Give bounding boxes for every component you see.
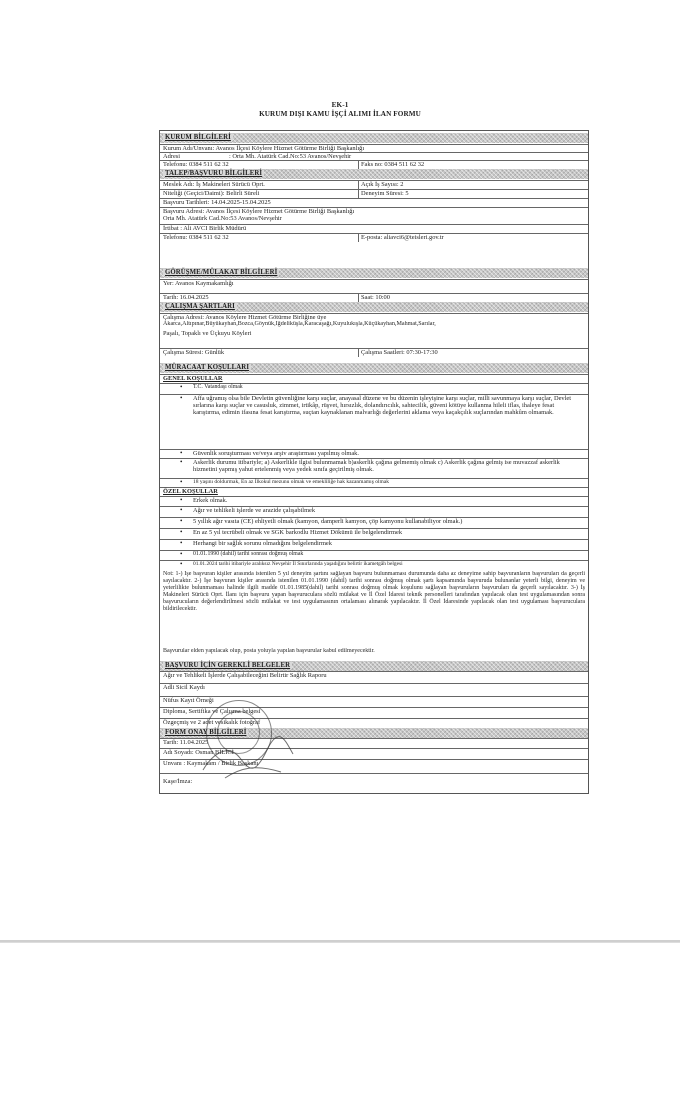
special-condition-item: • 5 yıllık ağır vasıta (CE) ehliyetli olmak (kamyon, damperli kamyon, çöp kamyonu kullanabiliyor olmak.) xyxy=(160,517,588,526)
general-condition-item: • Güvenlik soruşturması ve/veya arşiv araştırması yapılmış olmak. xyxy=(160,449,588,457)
institution-address-row xyxy=(160,152,588,160)
section-form-approval: FORM ONAY BİLGİLERİ xyxy=(160,728,588,738)
working-address-3: Paşalı, Topaklı ve Üçkuyu Köyleri xyxy=(163,330,252,337)
in-person-notice: Başvurular elden yapılacak olup, posta yoluyla yapılan başvurular kabul edilmeyecektir. xyxy=(163,648,375,654)
special-condition-item: • Ağır ve tehlikeli işlerde ve arazide çalışabilmek xyxy=(160,506,588,515)
experience-period: Deneyim Süresi: 5 xyxy=(358,189,588,198)
working-duration: Çalışma Süresi: Günlük xyxy=(160,348,358,357)
application-address-2: Orta Mh. Atatürk Cad.No:53 Avanos/Nevşehir xyxy=(163,215,282,222)
working-address-1: Çalışma Adresi: Avanos Köylere Hizmet Götürme Birliğine üye xyxy=(160,313,588,321)
special-condition-item: • 01.01.1990 (dahil) tarihi sonrası doğmuş olmak xyxy=(160,550,588,559)
section-working-conditions: ÇALIŞMA ŞARTLARI xyxy=(160,302,588,312)
form-title: KURUM DIŞI KAMU İŞÇİ ALIMI İLAN FORMU xyxy=(259,110,421,118)
vacancy-count: Açık İş Sayısı: 2 xyxy=(358,180,588,189)
special-conditions-title: ÖZEL KOŞULLAR xyxy=(160,487,588,495)
approval-date: Tarih: 11.04.2025 xyxy=(160,738,588,747)
document-item: Diploma, Sertifika ve Çalışma belgesi xyxy=(160,707,588,716)
approval-title: Unvanı : Kaymakam / Birlik Başkanı xyxy=(160,759,588,768)
working-address-2: Akarca,Altıpınar,Büyükayhan,Bozca,Göynük,İğdeliküşla,Karacaşağı,Kuyulukışla,Küçükayhan,Mahmat,Sarılar, xyxy=(163,321,436,327)
job-nature: Niteliği (Geçici/Daimi): Belirli Süreli xyxy=(160,189,358,198)
interview-date: Tarih: 16.04.2025 xyxy=(160,293,358,302)
institution-phone: Telefonu: 0384 511 62 32 xyxy=(160,160,358,169)
announcement-form xyxy=(159,130,589,794)
application-address-1: Başvuru Adresi: Avanos İlçesi Köylere Hizmet Götürme Birliği Başkanlığı xyxy=(160,207,588,215)
institution-address-label: Adresi xyxy=(163,153,181,160)
document-item: Nüfus Kayıt Örneği xyxy=(160,696,588,705)
special-condition-item: • Herhangi bir sağlık sorunu olmadığını belgelendirmek xyxy=(160,539,588,548)
application-phone: Telefonu: 0384 511 62 32 xyxy=(160,233,358,242)
section-institution: KURUM BİLGİLERİ xyxy=(160,133,588,143)
general-conditions-title: GENEL KOŞULLAR xyxy=(160,374,588,382)
section-interview: GÖRÜŞME/MÜLAKAT BİLGİLERİ xyxy=(160,268,588,278)
general-condition-item: • Askerlik durumu itibariyle; a) Askerlikle ilgisi bulunmamak b)askerlik çağına gelmemiş olmak c) Askerlik çağına gelmiş ise muvazzaf askerlik hizmetini yapmış yahut ertelenmiş veya yedek sınıfa geçirilmiş olmak. xyxy=(160,458,588,476)
section-application: TALEP/BAŞVURU BİLGİLERİ xyxy=(160,169,588,179)
approval-name: Adı Soyadı: Osman BİLİCİ xyxy=(160,748,588,757)
special-condition-item: • 01.01.2024 tarihi itibariyle aralıksız Nevşehir İl Sınırlarında yaşadığını belirtir ikametgâh belgesi xyxy=(160,560,588,569)
interview-time: Saat: 10:00 xyxy=(358,293,588,302)
application-notes: Not: 1-) İşe başvuran kişiler arasında istenilen 5 yıl deneyim şartını sağlayan başvuru bulunmaması durumunda daha az deneyime sahip başvuranların başvuruları da geçerli sayılacaktır. 2-) İşe başvuran kişiler arasında istenilen 01.01.1990 (dahil) tarihi sonrası doğmuş olmak şartı kapsamında başvuruda bulunanlar yeterli bilgi, deneyim ve yeterlilikte bulunmaması halinde ilgili madde 01.01.1985(dahil) tarihi sonrası doğmuş olmak koşulunu sağlayan başvuruların başvuruları da geçerli sayılacaktır. 3-) İş Makineleri Sürücü Oprt. İlanı için başvuru yapan başvuruculara sözlü mülakat ve İl Özel İdaresi teknik personelleri tarafından yapılacak olan test uygulamasından sonra başvurucuların değerlendirilmesi sözlü mülakat ve test uygulamasının ortalaması alınarak yapılacaktır. İl Özel İdaresinde yapılacak olan test uygulaması başvuruculara bildirilecektir. xyxy=(163,571,585,612)
general-condition-item: • 18 yaşını doldurmak, En az İlkokul mezunu olmak ve emekliliğe hak kazanmamış olmak xyxy=(160,478,588,486)
section-application-conditions: MÜRACAAT KOŞULLARI xyxy=(160,363,588,373)
section-required-documents: BAŞVURU İÇİN GEREKLİ BELGELER xyxy=(160,661,588,671)
general-condition-item: • Affa uğramış olsa bile Devletin güvenliğine karşı suçlar, anayasal düzene ve bu düzenin işleyişine karşı suçlar, milli savunmaya karşı suçlar, Devlet sırlarına karşı suçlar ve casusluk, zimmet, irtikâp, rüşvet, hırsızlık, dolandırıcılık, sahtecilik, güveni kötüye kullanma hileli iflas, ihaleye fesat karıştırma, edimin ifasına fesat karıştırma, suçtan kaynaklanan malvarlığı değerlerini aklama veya kaçakçılık suçlarından mahkûm olmamak. xyxy=(160,394,588,450)
institution-address-value: : Orta Mh. Atatürk Cad.No:53 Avanos/Nevşehir xyxy=(229,153,352,160)
institution-fax: Faks no: 0384 511 62 32 xyxy=(358,160,588,169)
signature xyxy=(195,720,305,790)
approval-stamp-signature: Kaşe/İmza: xyxy=(160,773,588,793)
document-item: Özgeçmiş ve 2 adet vesikalık fotoğraf xyxy=(160,718,588,727)
special-condition-item: • En az 5 yıl tecrübeli olmak ve SGK barkodlu Hizmet Dökümü ile belgelendirmek xyxy=(160,528,588,537)
annex-label: EK-1 xyxy=(331,101,349,109)
application-dates: Başvuru Tarihleri: 14.04.2025-15.04.2025 xyxy=(160,198,588,207)
working-hours: Çalışma Saatleri: 07:30-17:30 xyxy=(358,348,588,357)
interview-place: Yer: Avanos Kaymakamlığı xyxy=(160,279,588,288)
application-contact: İrtibat : Ali AVCI Birlik Müdürü xyxy=(160,224,588,232)
general-condition-item: • T.C. Vatandaşı olmak xyxy=(160,383,588,391)
profession: Meslek Adı: İş Makineleri Sürücü Oprt. xyxy=(160,180,358,189)
application-email: E-posta: aliavci6@teisleri.gov.tr xyxy=(358,233,588,242)
document-item: Adli Sicil Kaydı xyxy=(160,683,588,692)
institution-name: Kurum Adı/Unvanı: Avanos İlçesi Köylere Hizmet Götürme Birliği Başkanlığı xyxy=(160,144,588,152)
special-condition-item: • Erkek olmak. xyxy=(160,496,588,505)
document-item: Ağır ve Tehlikeli İşlerde Çalışabileceğini Belirtir Sağlık Raporu xyxy=(160,671,588,680)
